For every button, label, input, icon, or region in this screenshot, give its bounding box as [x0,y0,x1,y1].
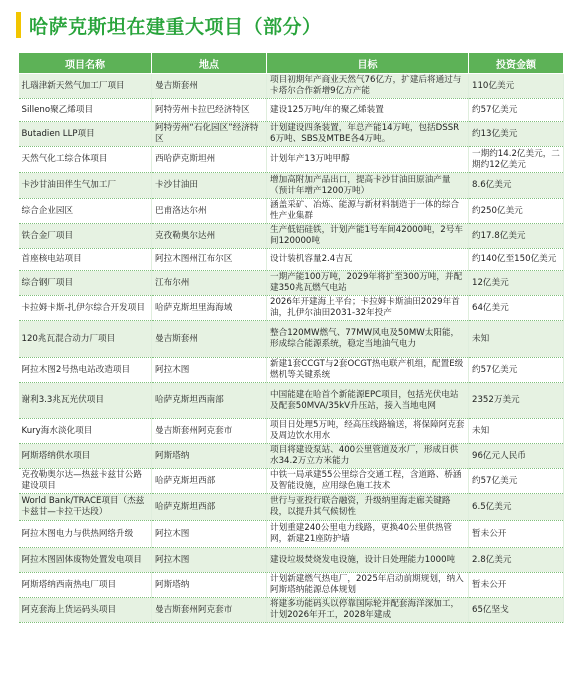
table-row [19,249,564,271]
table-row [19,598,564,623]
cell-project-name: 天然气化工综合体项目 [19,147,152,173]
table-row [19,548,564,573]
table-header-row [19,53,564,74]
cell-project-name: 阿斯塔纳供水项目 [19,444,152,469]
cell-project-name: 卡沙甘油田伴生气加工厂 [19,173,152,199]
cell-location: 曼吉斯套州 [152,74,267,99]
table-row [19,494,564,521]
table-row [19,321,564,358]
table-row [19,271,564,296]
cell-investment: 未知 [469,419,564,444]
cell-location: 阿拉木图 [152,358,267,383]
cell-location: 哈萨克斯坦西部 [152,494,267,521]
table-row [19,469,564,494]
table-row [19,122,564,147]
cell-goal: 项目初期年产商业天然气76亿方，扩建后将通过与卡塔尔合作新增9亿方产能 [267,74,469,99]
cell-investment: 8.6亿美元 [469,173,564,199]
cell-investment: 约13亿美元 [469,122,564,147]
cell-investment: 未知 [469,321,564,358]
cell-project-name: Butadien LLP项目 [19,122,152,147]
cell-location: 江布尔州 [152,271,267,296]
cell-location: 曼吉斯套州 [152,321,267,358]
cell-location: 阿拉木图 [152,521,267,548]
cell-goal: 项目将建设泵站、400公里管道及水厂，形成日供水34.2万立方米能力 [267,444,469,469]
cell-location: 曼吉斯套州阿克套市 [152,419,267,444]
cell-investment: 65亿坚戈 [469,598,564,623]
cell-investment: 96亿元人民币 [469,444,564,469]
cell-location: 阿拉木图 [152,548,267,573]
cell-investment: 约17.8亿美元 [469,224,564,249]
cell-project-name: 综合企业园区 [19,199,152,224]
cell-goal: 计划年产13万吨甲醇 [267,147,469,173]
cell-investment: 12亿美元 [469,271,564,296]
cell-location: 巴甫洛达尔州 [152,199,267,224]
cell-investment: 一期约14.2亿美元，二期约12亿美元 [469,147,564,173]
cell-location: 哈萨克斯坦西部 [152,469,267,494]
table-row [19,521,564,548]
projects-table [18,52,564,623]
table-row [19,173,564,199]
cell-goal: 新建1套CCGT与2套OCGT热电联产机组，配置E级燃机等关键系统 [267,358,469,383]
cell-goal: 2026年开建海上平台；卡拉姆卡斯油田2029年首油，扎伊尔油田2031-32年投产 [267,296,469,321]
cell-goal: 一期产能100万吨，2029年将扩至300万吨，并配建350兆瓦燃气电站 [267,271,469,296]
cell-investment: 约57亿美元 [469,469,564,494]
cell-investment: 约57亿美元 [469,358,564,383]
table-row [19,296,564,321]
cell-goal: 计划新建燃气热电厂，2025年启动前期规划，纳入阿斯塔纳能源总体规划 [267,573,469,598]
cell-goal: 涵盖采矿、冶炼、能源与新材料制造于一体的综合性产业集群 [267,199,469,224]
cell-location: 西哈萨克斯坦州 [152,147,267,173]
cell-goal: 建设125万吨/年的聚乙烯装置 [267,99,469,122]
cell-goal: 设计装机容量2.4吉瓦 [267,249,469,271]
cell-project-name: 综合钢厂项目 [19,271,152,296]
cell-location: 曼吉斯套州阿克套市 [152,598,267,623]
cell-investment: 6.5亿美元 [469,494,564,521]
table-row [19,419,564,444]
cell-goal: 项目日处理5万吨，经高压线路输送，将保障阿克套及周边饮水用水 [267,419,469,444]
cell-project-name: 阿克套海上货运码头项目 [19,598,152,623]
cell-goal: 世行与亚投行联合融资，升级纳里海走廊关键路段，以提升其气候韧性 [267,494,469,521]
cell-investment: 2.8亿美元 [469,548,564,573]
cell-investment: 暂未公开 [469,573,564,598]
table-row [19,444,564,469]
cell-location: 卡沙甘油田 [152,173,267,199]
cell-goal: 计划重建240公里电力线路，更换40公里供热管网，新建21座防护墙 [267,521,469,548]
cell-project-name: 首座核电站项目 [19,249,152,271]
cell-investment: 约250亿美元 [469,199,564,224]
cell-project-name: 阿拉木图电力与供热网络升级 [19,521,152,548]
table-row [19,147,564,173]
table-row [19,383,564,419]
cell-investment: 64亿美元 [469,296,564,321]
cell-location: 哈萨克斯坦里海海域 [152,296,267,321]
cell-investment: 约140亿至150亿美元 [469,249,564,271]
cell-project-name: Kury海水淡化项目 [19,419,152,444]
table-body [19,74,564,623]
header-goal: 目标 [267,53,469,74]
table-row [19,74,564,99]
table-row [19,358,564,383]
cell-investment: 2352万美元 [469,383,564,419]
cell-project-name: 卡拉姆卡斯-扎伊尔综合开发项目 [19,296,152,321]
cell-investment: 暂未公开 [469,521,564,548]
cell-project-name: 克孜勒奥尔达—热兹卡兹甘公路建设项目 [19,469,152,494]
cell-goal: 增加高附加产品出口，提高卡沙甘油田原油产量（预计年增产1200万吨） [267,173,469,199]
cell-project-name: 阿斯塔纳西南热电厂项目 [19,573,152,598]
cell-project-name: 120兆瓦混合动力厂项目 [19,321,152,358]
table-row [19,199,564,224]
cell-goal: 计划建设四条装置，年总产能14万吨，包括DSSR 6万吨、SBS及MTBE各4万吨。 [267,122,469,147]
header-investment: 投资金额 [469,53,564,74]
cell-goal: 整合120MW燃气、77MW风电及50MW太阳能，形成综合能源系统，稳定当地油气电力 [267,321,469,358]
table-row [19,224,564,249]
table-row [19,573,564,598]
cell-project-name: 阿拉木图固体废物处置发电项目 [19,548,152,573]
cell-project-name: Silleno聚乙烯项目 [19,99,152,122]
cell-goal: 生产低铝硅铁，计划产能1号车间42000吨，2号车间120000吨 [267,224,469,249]
cell-location: 阿斯塔纳 [152,444,267,469]
cell-location: 阿斯塔纳 [152,573,267,598]
cell-project-name: 谢利3.3兆瓦光伏项目 [19,383,152,419]
header-project-name: 项目名称 [19,53,152,74]
cell-location: 阿拉木图州江布尔区 [152,249,267,271]
cell-investment: 110亿美元 [469,74,564,99]
cell-location: 克孜勒奥尔达州 [152,224,267,249]
cell-goal: 将建多功能码头以停靠国际轮并配套海洋深加工，计划2026年开工，2028年建成 [267,598,469,623]
cell-project-name: 扎瑙津新天然气加工厂项目 [19,74,152,99]
cell-location: 阿特劳州“石化园区”经济特区 [152,122,267,147]
cell-project-name: World Bank/TRACE项目（杰兹卡兹甘—卡拉干达段） [19,494,152,521]
table-row [19,99,564,122]
cell-location: 哈萨克斯坦西南部 [152,383,267,419]
title-accent-bar [16,12,21,38]
cell-location: 阿特劳州卡拉巴经济特区 [152,99,267,122]
cell-goal: 中国能建在哈首个新能源EPC项目，包括光伏电站及配套50MVA/35kV升压站，接入当地电网 [267,383,469,419]
title-bar [16,10,564,40]
header-location: 地点 [152,53,267,74]
cell-investment: 约57亿美元 [469,99,564,122]
cell-goal: 中铁一局承建55公里综合交通工程，含道路、桥涵及智能设施，应用绿色施工技术 [267,469,469,494]
cell-project-name: 铁合金厂项目 [19,224,152,249]
cell-project-name: 阿拉木图2号热电站改造项目 [19,358,152,383]
cell-goal: 建设垃圾焚烧发电设施，设计日处理能力1000吨 [267,548,469,573]
page-title: 哈萨克斯坦在建重大项目（部分） [29,15,322,38]
